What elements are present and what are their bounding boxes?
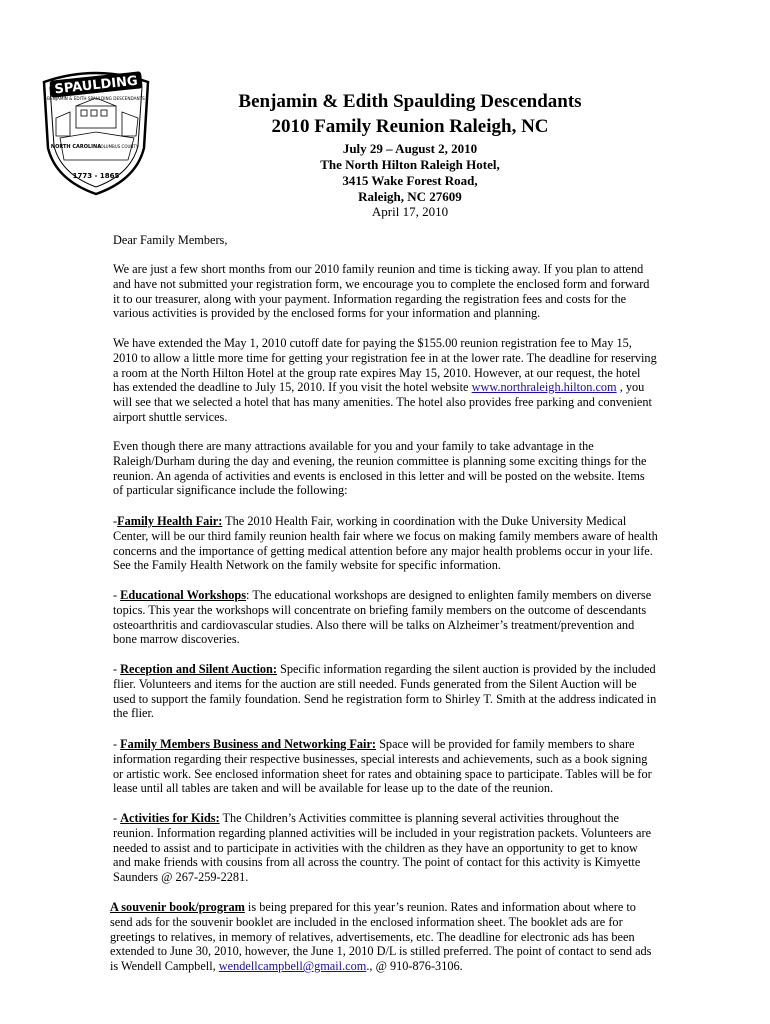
kids-heading: Activities for Kids: — [120, 811, 220, 825]
seal-name: SPAULDING — [53, 73, 139, 98]
auction-prefix: - — [113, 662, 121, 676]
spaulding-seal-logo — [36, 68, 156, 198]
event-dates: July 29 – August 2, 2010 — [342, 141, 478, 156]
salutation: Dear Family Members, — [113, 233, 228, 247]
workshops-prefix: - — [113, 588, 121, 602]
kids-text: The Children’s Activities committee is planning several activities throughout the reunion. Information regarding planned activities will be included in your registration packets. Volunteers are needed to assist and to participate in activities with the children as they have an opportunity to get to know and make friends with cousins from all across the country. The point of contact for this activity is Kimyette Saunders @ 267-259-2281. — [113, 811, 652, 885]
letter-subtitle: 2010 Family Reunion Raleigh, NC — [271, 116, 549, 137]
deadlines-text: We have extended the May 1, 2010 cutoff date for paying the $155.00 reunion registration fee to May 15, 2010 to allow a little more time for getting your registration fee in at the lower rate. The deadline for reserving a room at the North Hilton Hotel at the group rate expires May 15, 2010. However, at our request, the hotel has extended the deadline to July 15, 2010. If you visit the hotel website — [113, 336, 657, 395]
kids-prefix: - — [113, 811, 121, 825]
paragraph-souvenir-book — [110, 900, 658, 974]
business-fair-text: Space will be provided for family members to share information regarding their respective businesses, special interests and achievements, such as a book signing or artistic work. See enclosed information sheet for rates and obtaining space to participate. Tables will be for lease until all tables are taken and will be available for lease up to the date of the reunion. — [113, 737, 652, 796]
paragraph-business-fair — [113, 737, 658, 796]
paragraph-registration: We are just a few short months from our 2010 family reunion and time is ticking away. If you plan to attend and have not submitted your registration form, we encourage you to complete the enclosed form and forward it to our treasurer, along with your payment. Information regarding the registration fees and costs for the various activities is provided by the enclosed forms for your information and planning. — [113, 262, 650, 321]
health-fair-text: The 2010 Health Fair, working in coordination with the Duke University Medical Center, will be our third family reunion health fair where we focus on making family members aware of health concerns and the importance of getting medical attention before any major health problems occur in your life. See the Family Health Network on the family website for specific information. — [113, 514, 658, 573]
paragraph-auction — [113, 662, 658, 721]
deadlines-text-end: , you will see that we selected a hotel that has many amenities. The hotel also provides free parking and convenient airport shuttle services. — [113, 380, 652, 424]
auction-text: Specific information regarding the silent auction is provided by the included flier. Volunteers and items for the auction are still needed. Funds generated from the Silent Auction will be used to support the family foundation. Send he registration form to Shirley T. Smith at the address indicated in the flier. — [113, 662, 657, 721]
paragraph-kids-activities — [113, 811, 658, 885]
business-fair-heading: Family Members Business and Networking Fair: — [120, 737, 377, 751]
seal-years: 1773 - 1865 — [72, 172, 120, 180]
hotel-website-link[interactable]: www.northraleigh.hilton.com — [471, 380, 617, 395]
seal-state-text: NORTH CAROLINA — [50, 144, 102, 150]
letter-title: Benjamin & Edith Spaulding Descendants — [238, 91, 582, 112]
health-fair-prefix: - — [113, 514, 118, 528]
workshops-heading: Educational Workshops — [120, 588, 247, 602]
paragraph-health-fair — [113, 514, 658, 573]
hotel-name: The North Hilton Raleigh Hotel, — [320, 157, 500, 172]
workshops-text: : The educational workshops are designed to enlighten family members on diverse topics. This year the workshops will concentrate on briefing family members on the outcome of descendants osteoarthritis and cardiovascular studies. Also there will be talks on Alzheimer’s treatment/prevention and bone marrow discoveries. — [113, 588, 652, 647]
souvenir-text-end: ., @ 910-876-3106. — [366, 959, 463, 974]
auction-heading: Reception and Silent Auction: — [120, 662, 277, 676]
health-fair-heading: Family Health Fair: — [117, 514, 223, 528]
paragraph-workshops — [113, 588, 658, 647]
hotel-city: Raleigh, NC 27609 — [358, 189, 462, 204]
seal-county-text: COLUMBUS COUNTY — [97, 144, 139, 149]
business-fair-prefix: - — [113, 737, 121, 751]
wendell-email-link[interactable]: wendellcampbell@gmail.com — [218, 959, 367, 974]
paragraph-deadlines — [113, 336, 658, 425]
seal-ring-text: BENJAMIN & EDITH SPAULDING DESCENDANTS — [47, 96, 145, 101]
letter-date: April 17, 2010 — [371, 204, 449, 219]
souvenir-text: is being prepared for this year’s reunion. Rates and information about where to send ads for the souvenir booklet are included in the enclosed information sheet. The booklet ads are for greetings to relatives, in memory of relatives, advertisements, etc. The deadline for electronic ads has been extended to June 30, 2010, however, the June 1, 2010 D/L is stilled preferred. The point of contact to send ads is Wendell Campbell, — [110, 900, 652, 974]
hotel-street: 3415 Wake Forest Road, — [342, 173, 478, 188]
souvenir-heading: A souvenir book/program — [110, 900, 245, 914]
paragraph-attractions: Even though there are many attractions available for you and your family to take advantage in the Raleigh/Durham during the day and evening, the reunion committee is planning some exciting things for the reunion. An agenda of activities and events is enclosed in this letter and will be posted on the website. Items of particular significance include the following: — [113, 439, 647, 498]
